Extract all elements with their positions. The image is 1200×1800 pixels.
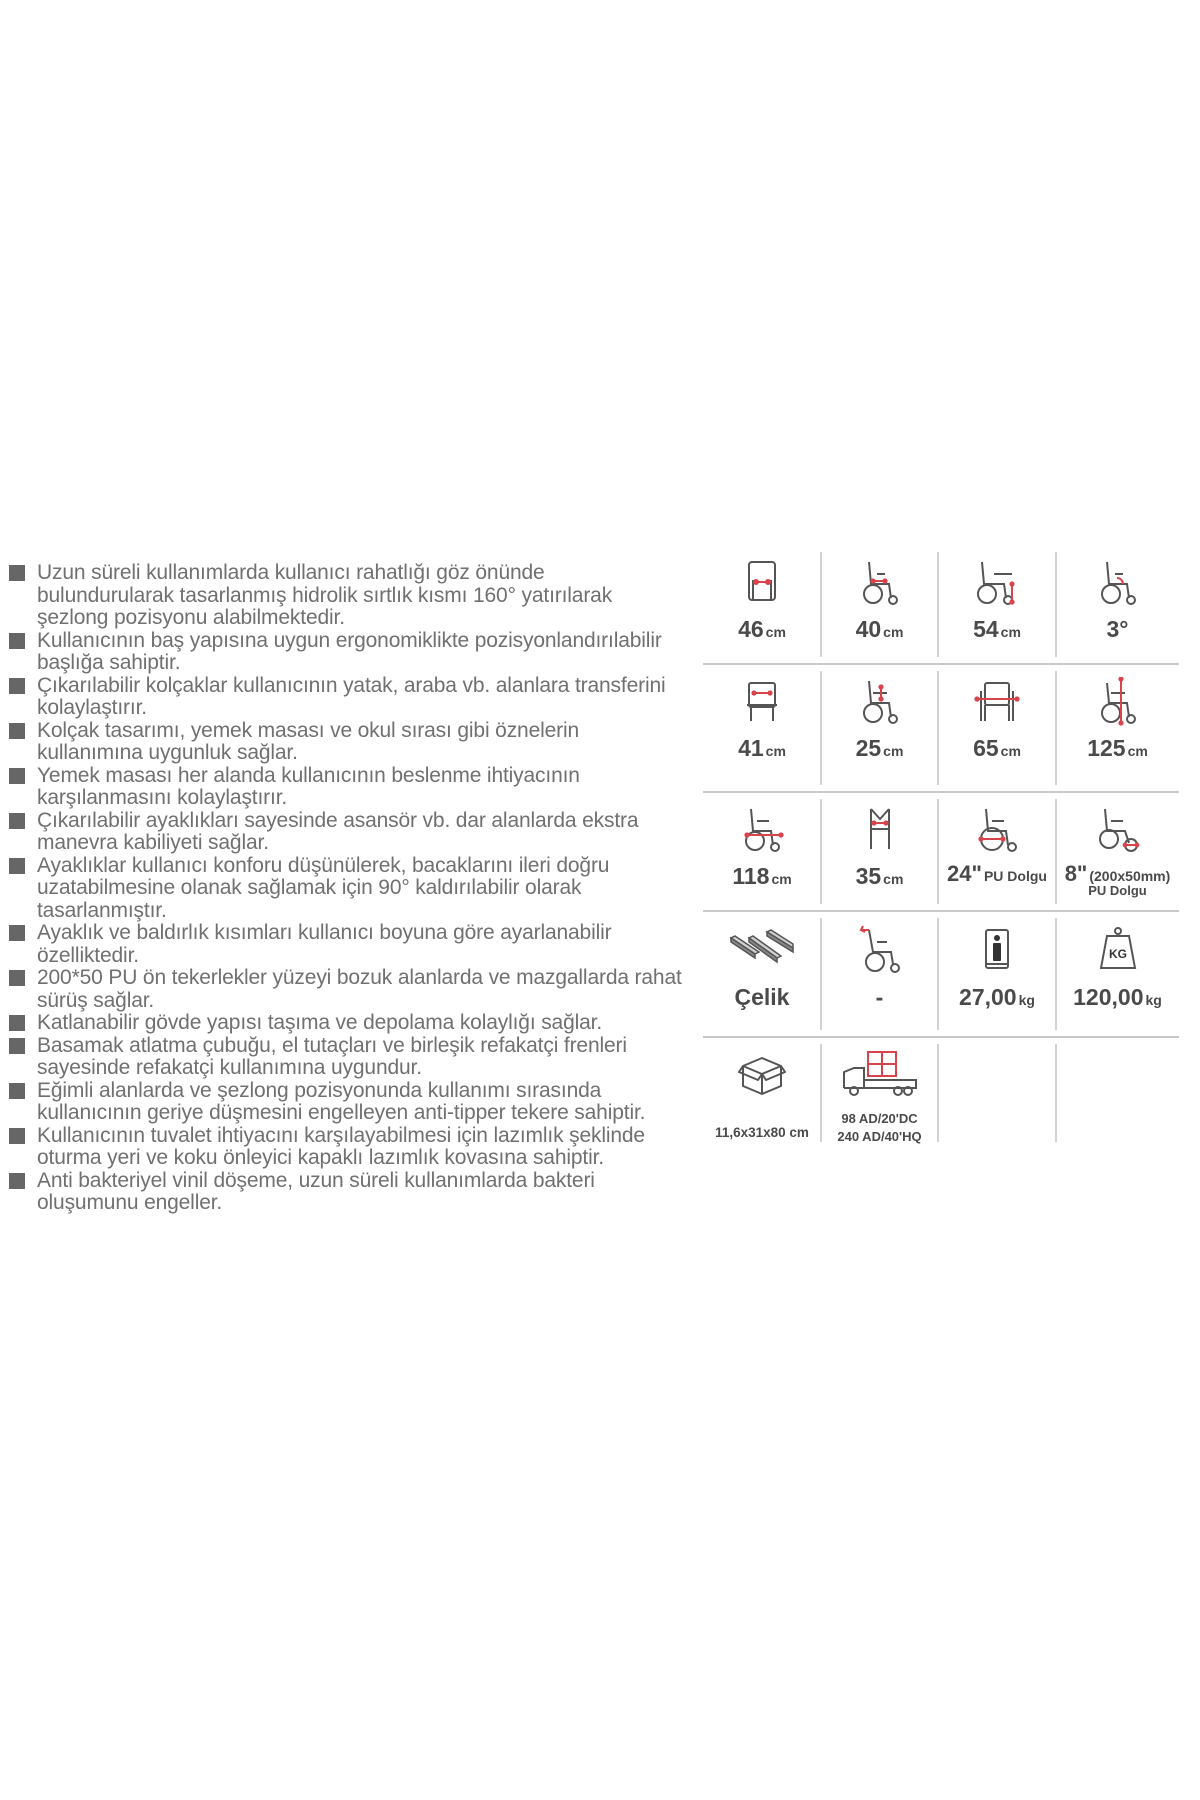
package-box-icon: [737, 1050, 787, 1100]
armrest-height-icon: [855, 677, 905, 727]
spec-value: 240 AD/40'HQ: [837, 1129, 922, 1144]
spec-value: 27,00: [959, 984, 1017, 1010]
feature-item: Kullanıcının baş yapısına uygun ergonomiklikte pozisyonlandırılabilir başlığa sahiptir.: [7, 630, 687, 675]
spec-package-size: [703, 1038, 821, 1148]
spec-seat-width: [703, 546, 821, 663]
bullet-icon: [9, 565, 25, 581]
spec-unit: cm: [883, 871, 904, 887]
spec-value: 35: [855, 863, 882, 889]
bullet-icon: [9, 768, 25, 784]
spec-max-load: [1056, 912, 1179, 1036]
spec-value: 125: [1087, 735, 1126, 761]
bullet-icon: [9, 1128, 25, 1144]
spec-row: [703, 793, 1179, 912]
spec-unit: cm: [765, 624, 786, 640]
backrest-width-icon: [737, 677, 787, 727]
spec-value: 41: [738, 735, 764, 761]
spec-folded-width: [821, 793, 938, 910]
bullet-icon: [9, 1038, 25, 1054]
spec-value: 65: [973, 735, 999, 761]
frame-material-icon: [727, 924, 797, 974]
bullet-icon: [9, 723, 25, 739]
feature-item: Ayaklık ve baldırlık kısımları kullanıcı boyuna göre ayarlanabilir özelliktedir.: [7, 922, 687, 967]
spec-product-weight: [938, 912, 1056, 1036]
spec-seat-height: [938, 546, 1056, 663]
bullet-icon: [9, 633, 25, 649]
spec-value: 46: [738, 616, 764, 642]
bullet-icon: [9, 970, 25, 986]
spec-unit: cm: [883, 624, 904, 640]
spec-seat-depth: [821, 546, 938, 663]
seat-height-icon: [972, 558, 1022, 608]
spec-total-length: [703, 793, 821, 910]
bullet-icon: [9, 858, 25, 874]
bullet-icon: [9, 678, 25, 694]
spec-unit: (200x50mm): [1089, 868, 1171, 884]
feature-item: Çıkarılabilir ayaklıkları sayesinde asansör vb. dar alanlarda ekstra manevra kabiliyeti sağlar.: [7, 810, 687, 855]
feature-item: Yemek masası her alanda kullanıcının beslenme ihtiyacının karşılanmasını kolaylaştırır.: [7, 765, 687, 810]
seat-width-icon: [737, 558, 787, 608]
spec-value: Çelik: [734, 984, 790, 1010]
seat-angle-icon: [1093, 558, 1143, 608]
spec-container-capacity: [821, 1038, 938, 1148]
spec-row: [703, 912, 1179, 1038]
feature-item: Basamak atlatma çubuğu, el tutaçları ve birleşik refakatçi frenleri sayesinde refakatçi kullanımına uygundur.: [7, 1035, 687, 1080]
spec-unit: kg: [1018, 992, 1035, 1008]
spec-rear-wheel: [938, 793, 1056, 910]
spec-unit: kg: [1145, 992, 1162, 1008]
max-load-icon: [1093, 924, 1143, 974]
spec-unit: cm: [1000, 624, 1021, 640]
bullet-icon: [9, 1083, 25, 1099]
spec-push-handle: [821, 912, 938, 1036]
spec-value: 98 AD/20'DC: [841, 1111, 918, 1126]
svg-text:KG: KG: [1108, 947, 1127, 961]
feature-item: 200*50 PU ön tekerlekler yüzeyi bozuk alanlarda ve mazgallarda rahat sürüş sağlar.: [7, 967, 687, 1012]
spec-row: [703, 665, 1179, 793]
seat-depth-icon: [855, 558, 905, 608]
spec-value: 54: [973, 616, 999, 642]
feature-item: Eğimli alanlarda ve şezlong pozisyonunda kullanımı sırasında kullanıcının geriye düşmesini engelleyen anti-tipper tekere sahiptir.: [7, 1080, 687, 1125]
spec-value: 3°: [1106, 616, 1129, 642]
wheelchair-push-icon: [855, 924, 905, 974]
bullet-icon: [9, 925, 25, 941]
feature-item: Kolçak tasarımı, yemek masası ve okul sırası gibi öznelerin kullanımına uygunluk sağlar.: [7, 720, 687, 765]
spec-sub: PU Dolgu: [1088, 883, 1147, 898]
bullet-icon: [9, 1015, 25, 1031]
rear-wheel-icon: [972, 805, 1022, 855]
spec-empty: [938, 1038, 1056, 1148]
spec-value: 8": [1064, 861, 1088, 886]
spec-value: 120,00: [1073, 984, 1144, 1010]
feature-list: [7, 562, 687, 1215]
total-height-icon: [1093, 677, 1143, 727]
spec-unit: cm: [1127, 743, 1148, 759]
feature-item: Uzun süreli kullanımlarda kullanıcı rahatlığı göz önünde bulundurularak tasarlanmış hidrolik sırtlık kısmı 160° yatırılarak şezlong pozisyonu alabilmektedir.: [7, 562, 687, 630]
spec-unit: cm: [765, 743, 786, 759]
spec-value: 40: [855, 616, 882, 642]
spec-grid: [703, 546, 1179, 1148]
spec-front-wheel: [1056, 793, 1179, 910]
spec-total-height: [1056, 665, 1179, 791]
spec-armrest-height: [821, 665, 938, 791]
spec-row: [703, 1038, 1179, 1148]
spec-row: [703, 546, 1179, 665]
front-wheel-icon: [1093, 805, 1143, 855]
folded-width-icon: [855, 805, 905, 855]
feature-item: Kullanıcının tuvalet ihtiyacını karşılayabilmesi için lazımlık şeklinde oturma yeri ve koku önleyici kapaklı lazımlık kovasına sahiptir.: [7, 1125, 687, 1170]
bullet-icon: [9, 813, 25, 829]
product-weight-icon: [972, 924, 1022, 974]
spec-value: 11,6x31x80 cm: [715, 1125, 809, 1140]
bullet-icon: [9, 1173, 25, 1189]
total-length-icon: [737, 805, 787, 855]
spec-unit: cm: [1000, 743, 1021, 759]
spec-value: 25: [855, 735, 882, 761]
spec-frame-material: [703, 912, 821, 1036]
spec-total-width: [938, 665, 1056, 791]
spec-unit: cm: [883, 743, 904, 759]
truck-icon: [840, 1050, 920, 1100]
feature-item: Katlanabilir gövde yapısı taşıma ve depolama kolaylığı sağlar.: [7, 1012, 687, 1035]
total-width-icon: [972, 677, 1022, 727]
spec-value: -: [875, 984, 884, 1010]
feature-item: Ayaklıklar kullanıcı konforu düşünülerek, bacaklarını ileri doğru uzatabilmesine olanak sağlamak için 90° kaldırılabilir olarak tasarlanmıştır.: [7, 855, 687, 923]
spec-unit: PU Dolgu: [983, 868, 1047, 884]
spec-seat-angle: [1056, 546, 1179, 663]
spec-unit: cm: [771, 871, 792, 887]
feature-item: Anti bakteriyel vinil döşeme, uzun süreli kullanımlarda bakteri oluşumunu engeller.: [7, 1170, 687, 1215]
feature-item: Çıkarılabilir kolçaklar kullanıcının yatak, araba vb. alanlara transferini kolaylaştırır.: [7, 675, 687, 720]
spec-value: 24": [947, 861, 982, 886]
spec-backrest-width: [703, 665, 821, 791]
spec-value: 118: [732, 863, 770, 889]
spec-empty: [1056, 1038, 1179, 1148]
